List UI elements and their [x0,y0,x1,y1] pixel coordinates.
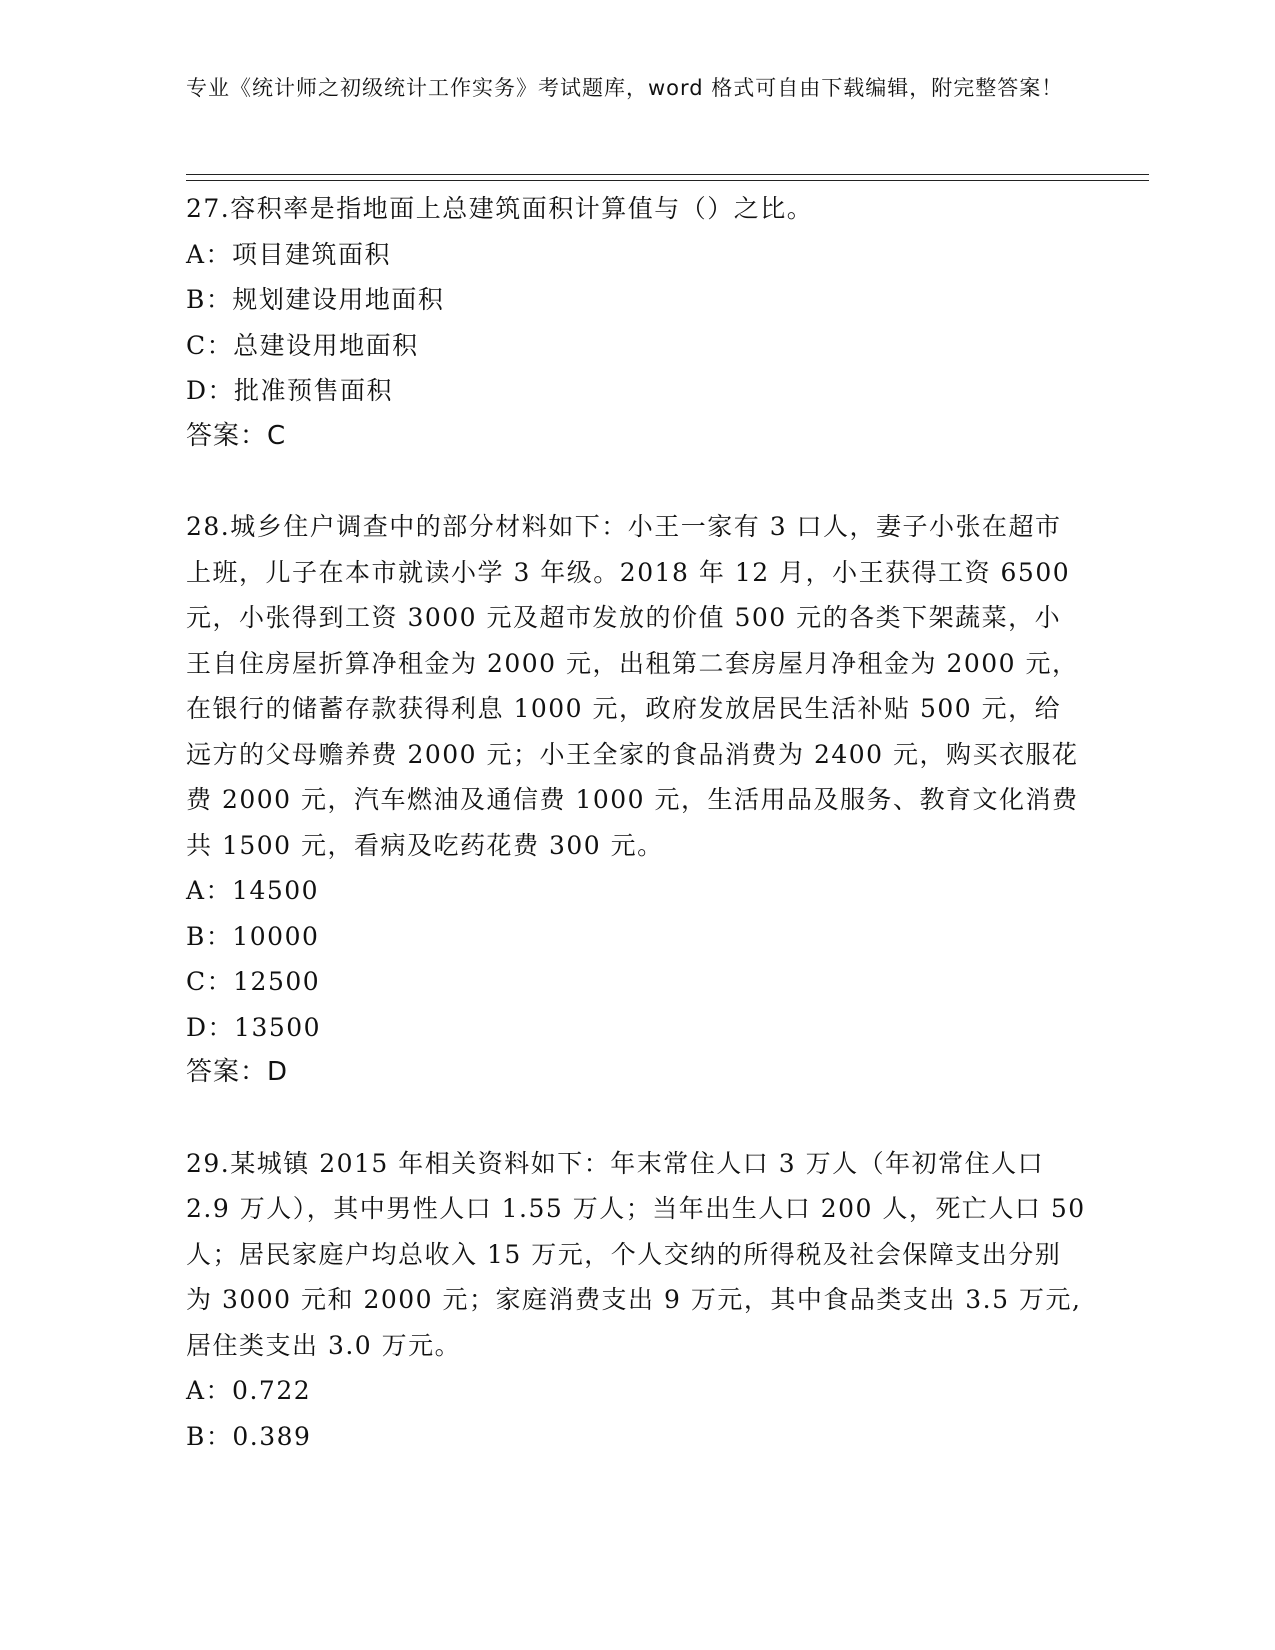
option-a: A：14500 [186,876,320,905]
option-a: A：项目建筑面积 [186,239,392,269]
option-b: B：0.389 [186,1421,312,1451]
option-c: C：12500 [186,967,321,996]
document-header: 专业《统计师之初级统计工作实务》考试题库，word 格式可自由下载编辑，附完整答案！ [186,76,1064,100]
question-list [186,186,1086,1459]
option-d: D：13500 [186,1012,322,1042]
answer: 答案：C [186,420,287,451]
option-b: B：10000 [186,921,320,951]
answer: 答案：D [186,1057,289,1087]
question-stem: 28.城乡住户调查中的部分材料如下：小王一家有 3 口人，妻子小张在超市上班，儿子在本市就读小学 3 年级。2018 年 12 月，小王获得工资 6500 元，小张得到工资 3000 元及超市发放的价值 500 元的各类下架蔬菜，小王自住房屋折算净租金为 2000 元，出租第二套房屋月净租金为 2000 元，在银行的储蓄存款获得利息 1000 元，政府发放居民生活补贴 500 元，给远方的父母赡养费 2000 元；小王全家的食品消费为 2400 元，购买衣服花费 2000 元，汽车燃油及通信费 1000 元，生活用品及服务、教育文化消费共 1500 元，看病及吃药花费 300 元。 [186,512,1079,860]
option-c: C：总建设用地面积 [186,330,419,360]
question-28 [186,504,1086,1096]
option-d: D：批准预售面积 [186,376,394,405]
question-stem: 29.某城镇 2015 年相关资料如下：年末常住人口 3 万人（年初常住人口 2.9 万人），其中男性人口 1.55 万人；当年出生人口 200 人，死亡人口 50 人；居民家庭户均总收入 15 万元，个人交纳的所得税及社会保障支出分别为 3000 元和 2000 元；家庭消费支出 9 万元，其中食品类支出 3.5 万元,居住类支出 3.0 万元。 [186,1148,1086,1360]
question-stem: 27.容积率是指地面上总建筑面积计算值与（）之比。 [186,194,814,223]
spacer [186,1096,1086,1141]
question-27 [186,186,1086,459]
header-rule-top [186,174,1149,175]
question-29 [186,1141,1086,1460]
option-b: B：规划建设用地面积 [186,285,445,314]
spacer [186,459,1086,504]
header-rule-bottom [186,180,1149,181]
option-a: A：0.722 [186,1376,312,1405]
